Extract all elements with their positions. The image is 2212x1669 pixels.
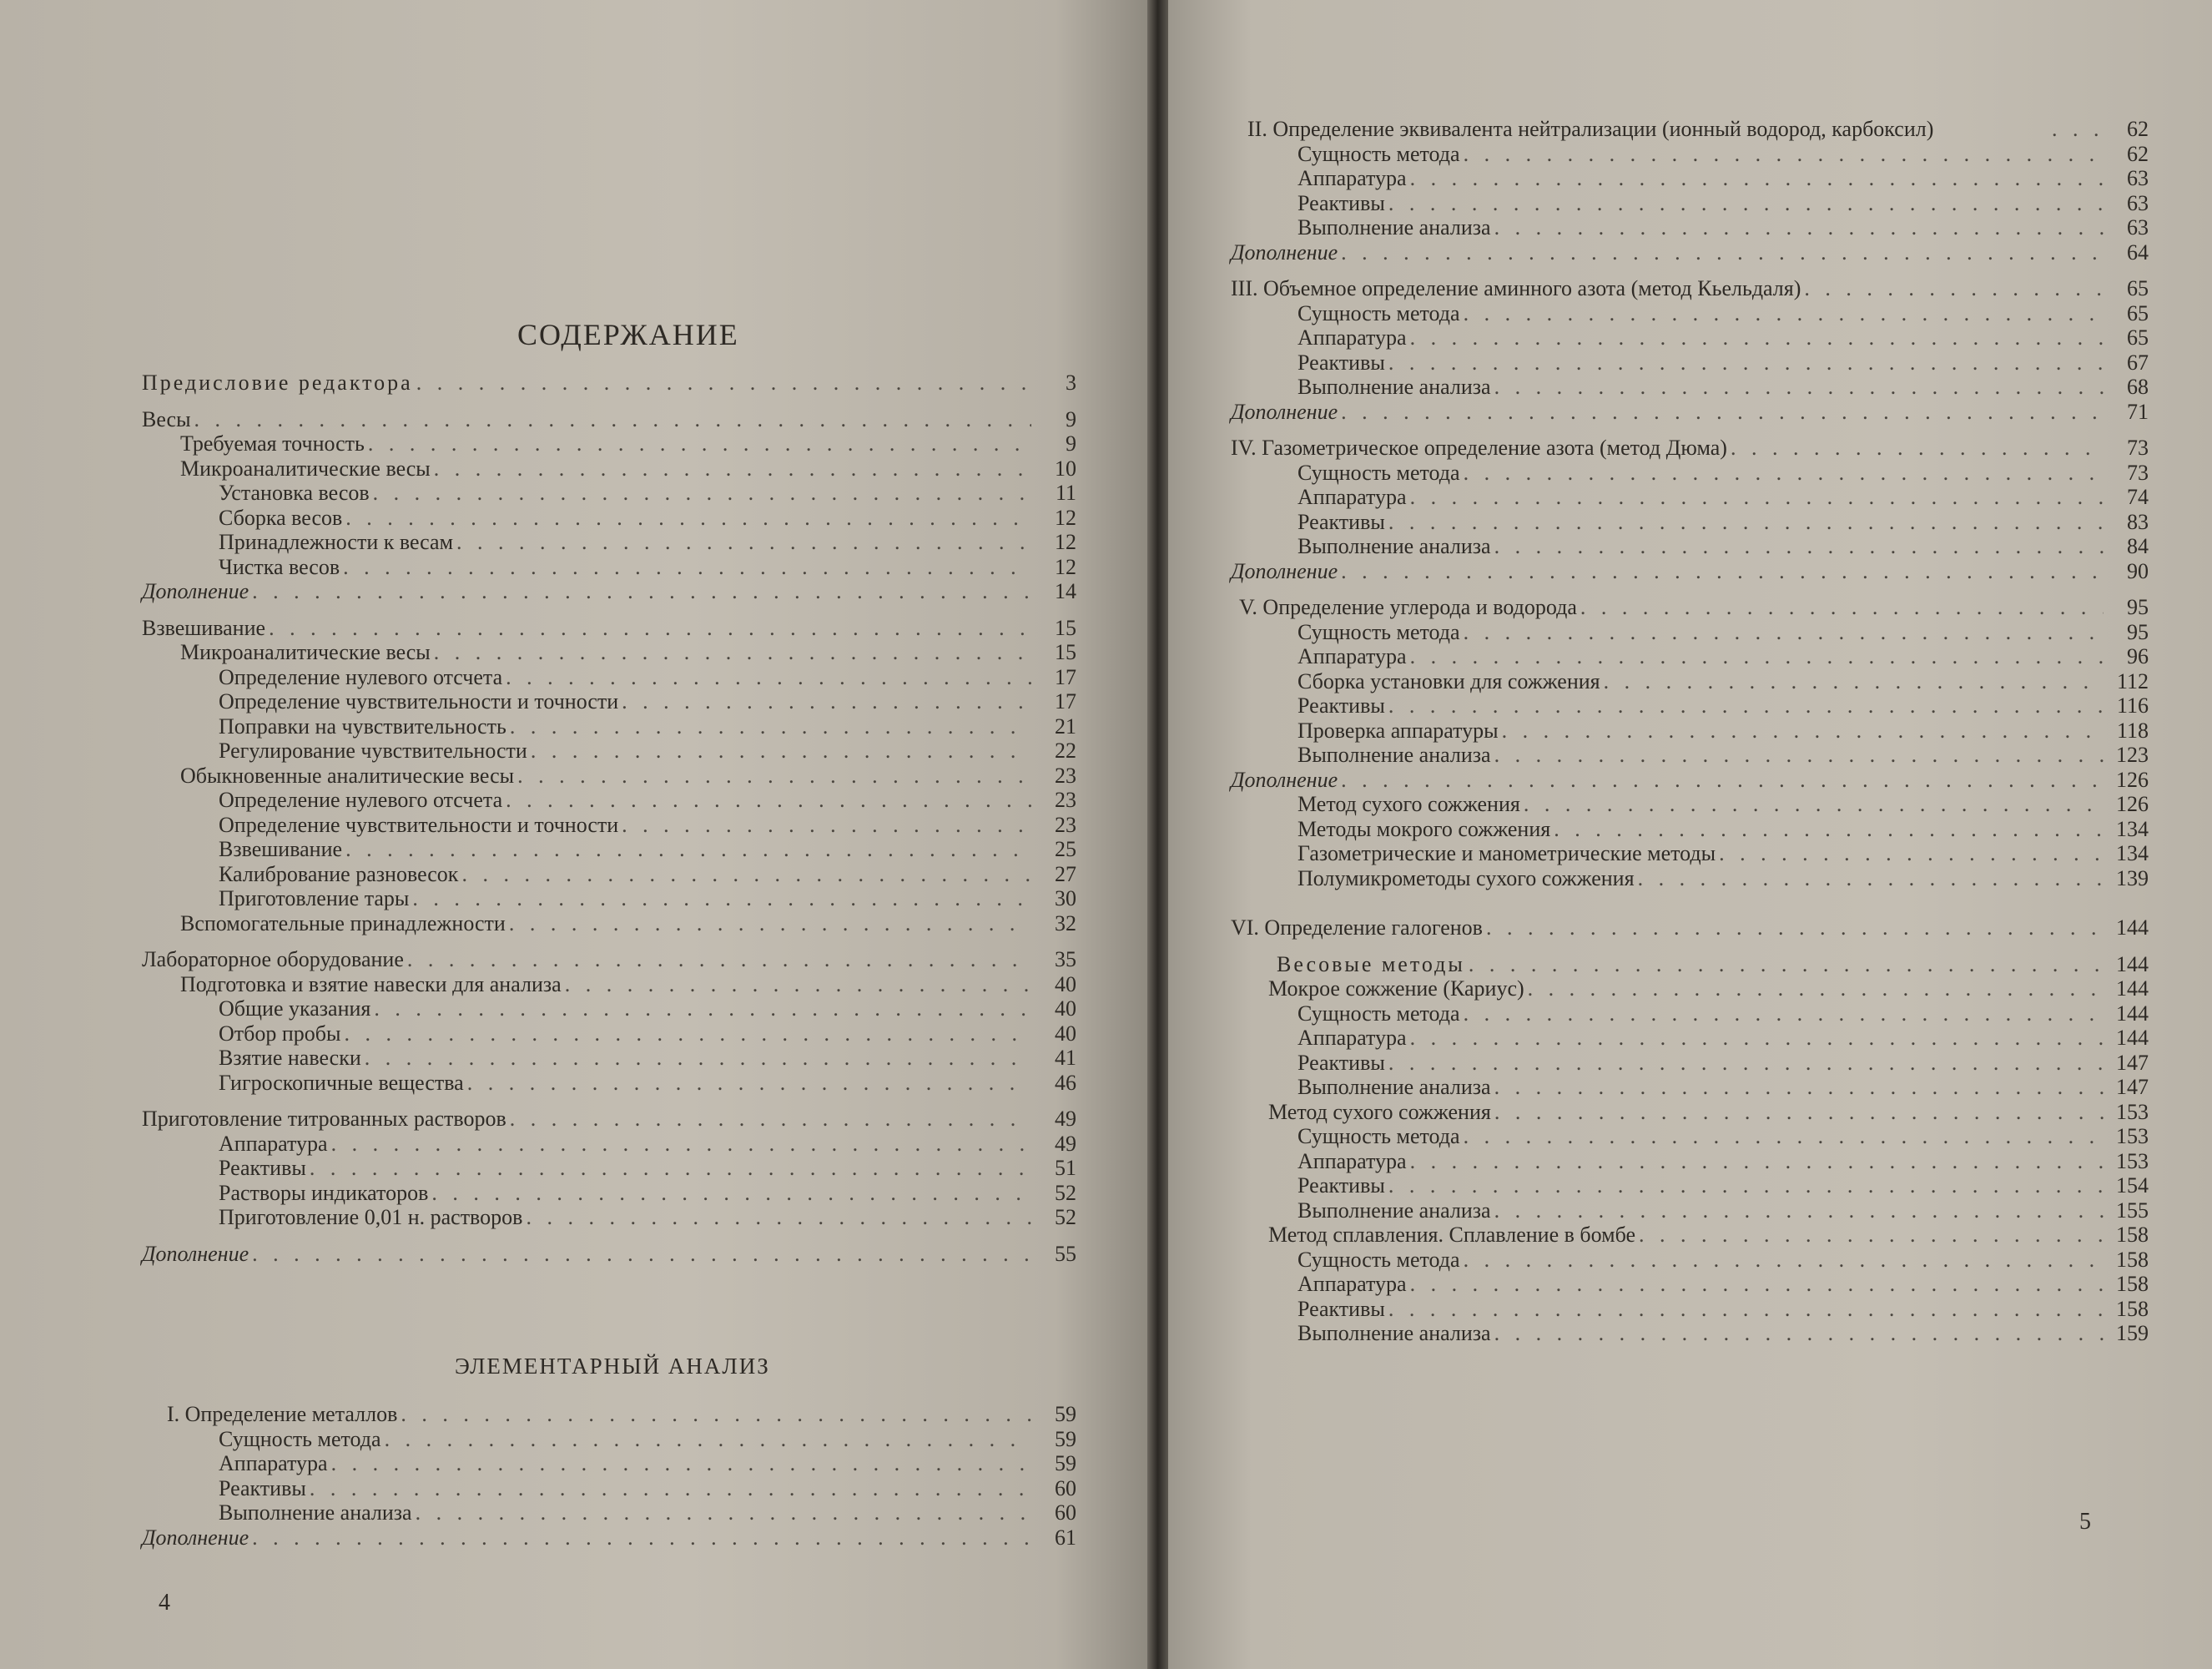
toc-entry: Сборка весов . . . 12 [142, 506, 1076, 531]
toc-entry: Сущность метода . . . 62 [1231, 142, 2149, 167]
toc-entry: Выполнение анализа . . . 123 [1231, 743, 2149, 768]
toc-entry: Аппаратура . . . 74 [1231, 485, 2149, 510]
toc-entry: Подготовка и взятие навески для анализа . . . 40 [142, 972, 1076, 997]
toc-entry: Обыкновенные аналитические весы . . . 23 [142, 764, 1076, 789]
toc-entry: Метод сухого сожжения . . . 126 [1231, 792, 2149, 817]
toc-entry: Взятие навески . . . 41 [142, 1046, 1076, 1071]
toc-entry: Сущность метода . . . 153 [1231, 1124, 2149, 1149]
toc-entry: Определение нулевого отсчета . . . 23 [142, 788, 1076, 813]
toc-entry: Дополнение . . . 14 [142, 579, 1076, 604]
toc-entry: Реактивы . . . 51 [142, 1156, 1076, 1181]
toc-entry: Отбор пробы . . . 40 [142, 1021, 1076, 1046]
toc-entry: Выполнение анализа . . . 159 [1231, 1321, 2149, 1346]
book-gutter [1147, 0, 1168, 1669]
toc-entry: Сущность метода . . . 65 [1231, 301, 2149, 326]
toc-entry: Микроаналитические весы . . . 15 [142, 640, 1076, 665]
right-page [1168, 0, 2212, 1669]
toc-entry: III. Объемное определение аминного азота (метод Кьельдаля) . . . 65 [1231, 276, 2149, 301]
toc-entry: Весовые методы . . . 144 [1231, 952, 2149, 977]
toc-entry: Мокрое сожжение (Кариус) . . . 144 [1231, 976, 2149, 1001]
toc-entry: Полумикрометоды сухого сожжения . . . 139 [1231, 866, 2149, 891]
toc-entry: Регулирование чувствительности . . . 22 [142, 739, 1076, 764]
toc-entry: Сборка установки для сожжения . . . 112 [1231, 669, 2149, 694]
toc-entry: Метод сухого сожжения . . . 153 [1231, 1100, 2149, 1125]
toc-entry: II. Определение эквивалента нейтрализации (ионный водород, карбоксил) . . . 62 [1231, 117, 2149, 142]
toc-entry: Аппаратура . . . 153 [1231, 1149, 2149, 1174]
toc-entry: Лабораторное оборудование . . . 35 [142, 947, 1076, 972]
toc-entry: Реактивы . . . 158 [1231, 1297, 2149, 1322]
toc-entry: Сущность метода . . . 144 [1231, 1001, 2149, 1026]
toc-entry: Выполнение анализа . . . 68 [1231, 375, 2149, 400]
toc-entry: Сущность метода . . . 95 [1231, 620, 2149, 645]
toc-entry: Реактивы . . . 83 [1231, 510, 2149, 535]
toc-entry: Выполнение анализа . . . 60 [142, 1500, 1076, 1525]
toc-entry: Реактивы . . . 63 [1231, 191, 2149, 216]
toc-entry: Методы мокрого сожжения . . . 134 [1231, 817, 2149, 842]
toc-entry: Приготовление 0,01 н. растворов . . . 52 [142, 1205, 1076, 1230]
toc-entry: Аппаратура . . . 144 [1231, 1026, 2149, 1051]
toc-entry: Чистка весов . . . 12 [142, 555, 1076, 580]
toc-entry: Определение нулевого отсчета . . . 17 [142, 665, 1076, 690]
toc-entry: Сущность метода . . . 73 [1231, 461, 2149, 486]
toc-entry: Выполнение анализа . . . 147 [1231, 1075, 2149, 1100]
toc-entry: Аппаратура . . . 158 [1231, 1272, 2149, 1297]
page-number: 4 [159, 1590, 170, 1616]
toc-entry: Дополнение . . . 71 [1231, 400, 2149, 425]
toc-entry: Общие указания . . . 40 [142, 996, 1076, 1021]
toc-entry: IV. Газометрическое определение азота (метод Дюма) . . . 73 [1231, 436, 2149, 461]
toc-entry: I. Определение металлов . . . 59 [142, 1402, 1076, 1427]
toc-entry: Дополнение . . . 90 [1231, 559, 2149, 584]
toc-entry: Выполнение анализа . . . 84 [1231, 534, 2149, 559]
toc-entry: Принадлежности к весам . . . 12 [142, 530, 1076, 555]
right-toc [1231, 117, 2149, 1346]
contents-title: СОДЕРЖАНИЕ [517, 318, 739, 351]
toc-entry: Растворы индикаторов . . . 52 [142, 1181, 1076, 1206]
toc-entry: Весы . . . 9 [142, 407, 1076, 432]
toc-entry: Взвешивание . . . 25 [142, 837, 1076, 862]
toc-entry: Приготовление титрованных растворов . . . 49 [142, 1107, 1076, 1132]
toc-entry: Сущность метода . . . 158 [1231, 1248, 2149, 1273]
toc-entry: Выполнение анализа . . . 63 [1231, 215, 2149, 240]
toc-entry: Определение чувствительности и точности . . . 17 [142, 689, 1076, 714]
toc-entry: Реактивы . . . 147 [1231, 1051, 2149, 1076]
toc-entry: Реактивы . . . 67 [1231, 350, 2149, 376]
toc-entry: Вспомогательные принадлежности . . . 32 [142, 911, 1076, 936]
toc-entry: Сущность метода . . . 59 [142, 1427, 1076, 1452]
toc-entry: Определение чувствительности и точности . . . 23 [142, 813, 1076, 838]
toc-entry: Аппаратура . . . 49 [142, 1132, 1076, 1157]
page-number: 5 [2079, 1509, 2091, 1535]
toc-entry: Взвешивание . . . 15 [142, 616, 1076, 641]
toc-entry: Микроаналитические весы . . . 10 [142, 456, 1076, 482]
toc-entry: Газометрические и манометрические методы . . . 134 [1231, 841, 2149, 866]
toc-entry: Калибрование разновесок . . . 27 [142, 862, 1076, 887]
toc-entry: V. Определение углерода и водорода . . . 95 [1231, 595, 2149, 620]
toc-entry: Дополнение . . . 61 [142, 1525, 1076, 1551]
toc-entry: Дополнение . . . 64 [1231, 240, 2149, 265]
toc-entry: Реактивы . . . 116 [1231, 693, 2149, 719]
toc-entry: Гигроскопичные вещества . . . 46 [142, 1071, 1076, 1096]
toc-entry: Реактивы . . . 60 [142, 1476, 1076, 1501]
toc-entry: Аппаратура . . . 65 [1231, 325, 2149, 350]
toc-entry: Аппаратура . . . 63 [1231, 166, 2149, 191]
toc-entry: Поправки на чувствительность . . . 21 [142, 714, 1076, 739]
toc-entry: Проверка аппаратуры . . . 118 [1231, 719, 2149, 744]
section-heading: ЭЛЕМЕНТАРНЫЙ АНАЛИЗ [455, 1354, 770, 1379]
toc-entry: Дополнение . . . 55 [142, 1242, 1076, 1267]
toc-entry: Требуемая точность . . . 9 [142, 431, 1076, 456]
toc-entry: Дополнение . . . 126 [1231, 768, 2149, 793]
toc-entry: Приготовление тары . . . 30 [142, 886, 1076, 911]
toc-entry: Выполнение анализа . . . 155 [1231, 1198, 2149, 1223]
toc-entry: Метод сплавления. Сплавление в бомбе . . . 158 [1231, 1223, 2149, 1248]
toc-entry: VI. Определение галогенов . . . 144 [1231, 915, 2149, 940]
toc-entry: Предисловие редактора . . . 3 [142, 371, 1076, 396]
left-toc-elemental [142, 1402, 1076, 1550]
toc-entry: Реактивы . . . 154 [1231, 1173, 2149, 1198]
toc-entry: Установка весов . . . 11 [142, 481, 1076, 506]
left-toc [142, 371, 1076, 1266]
toc-entry: Аппаратура . . . 59 [142, 1451, 1076, 1476]
toc-entry: Аппаратура . . . 96 [1231, 644, 2149, 669]
